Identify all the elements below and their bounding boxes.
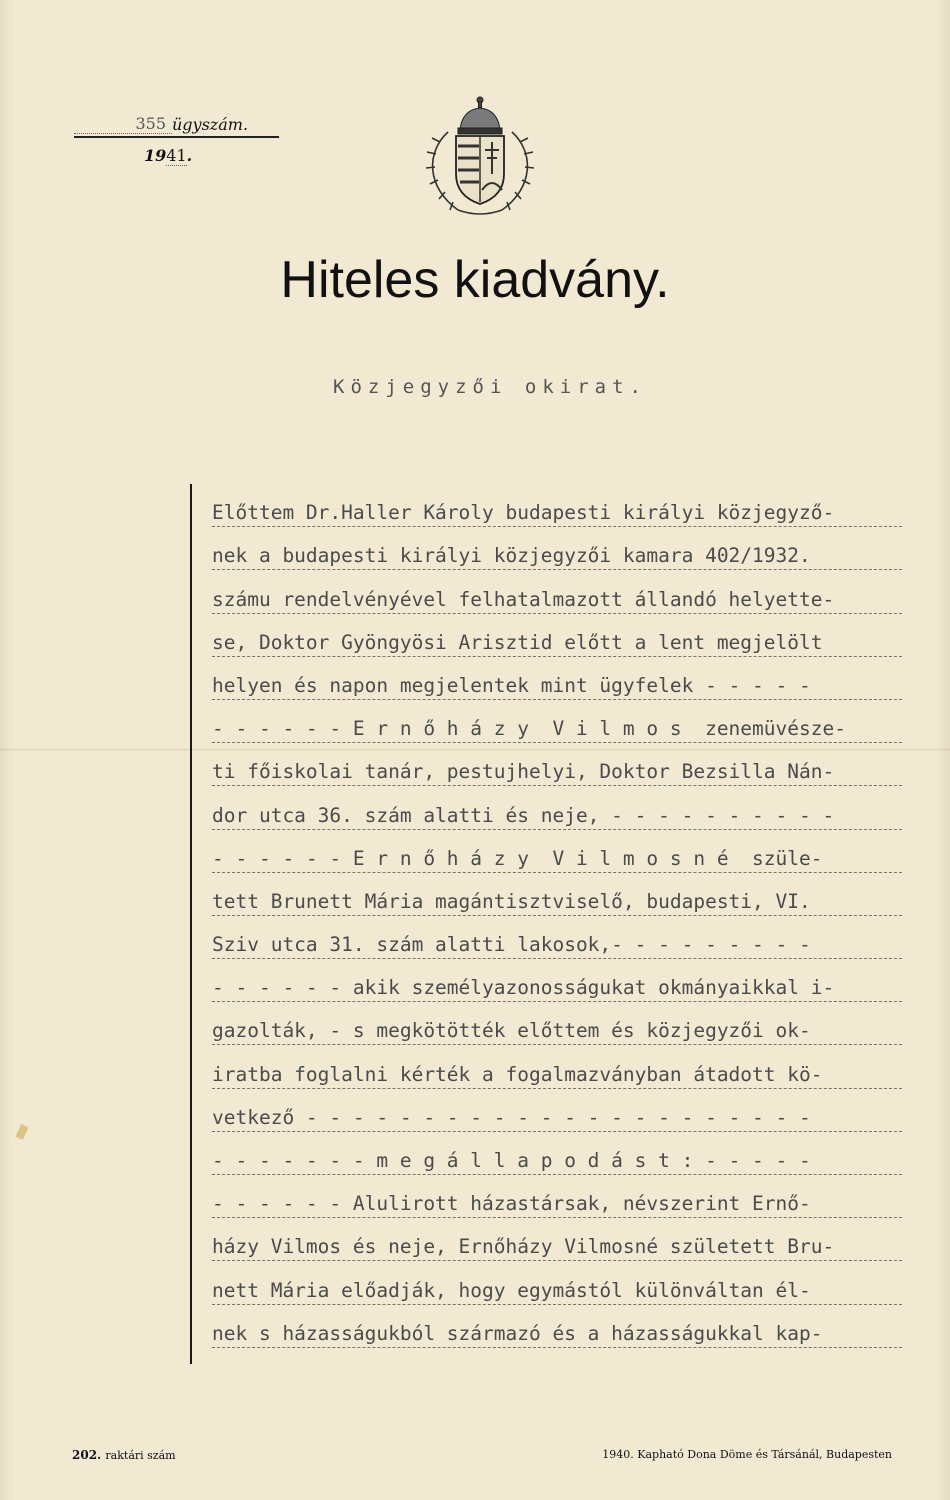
year-prefix: 19 bbox=[144, 146, 167, 165]
text-line: vetkező - - - - - - - - - - - - - - - - - - - - - - bbox=[212, 1089, 902, 1132]
year-suffix: 41 bbox=[166, 146, 187, 165]
year-end-mark: . bbox=[186, 146, 193, 165]
archive-number-value: 202. bbox=[72, 1448, 102, 1462]
text-line: házy Vilmos és neje, Ernőházy Vilmosné született Bru- bbox=[212, 1218, 902, 1261]
document-title: Hiteles kiadvány. bbox=[280, 251, 670, 309]
text-line: nett Mária előadják, hogy egymástól különváltan él- bbox=[212, 1261, 902, 1304]
text-line: Előttem Dr.Haller Károly budapesti királyi közjegyző- bbox=[212, 484, 902, 527]
case-number: 355 bbox=[74, 115, 172, 134]
text-line: nek a budapesti királyi közjegyzői kamara 402/1932. bbox=[212, 527, 902, 570]
case-label: ügyszám. bbox=[172, 115, 249, 134]
archive-number bbox=[72, 1448, 176, 1462]
text-line: - - - - - - E r n ő h á z y V i l m o s n é szüle- bbox=[212, 830, 902, 873]
archive-number-label: raktári szám bbox=[105, 1449, 176, 1462]
text-line: - - - - - - - m e g á l l a p o d á s t : - - - - - bbox=[212, 1132, 902, 1175]
case-number-block bbox=[74, 112, 279, 165]
text-line: iratba foglalni kérték a fogalmazványban átadott kö- bbox=[212, 1045, 902, 1088]
case-year bbox=[74, 146, 279, 165]
text-line: - - - - - - Alulirott házastársak, névszerint Ernő- bbox=[212, 1175, 902, 1218]
text-line: gazolták, - s megkötötték előttem és közjegyzői ok- bbox=[212, 1002, 902, 1045]
text-line: számu rendelvényével felhatalmazott állandó helyette- bbox=[212, 570, 902, 613]
text-line: - - - - - - akik személyazonosságukat okmányaikkal i- bbox=[212, 959, 902, 1002]
case-number-row bbox=[74, 112, 279, 138]
text-line: tett Brunett Mária magántisztviselő, budapesti, VI. bbox=[212, 873, 902, 916]
paper-stain bbox=[15, 1124, 28, 1140]
text-line: dor utca 36. szám alatti és neje, - - - - - - - - - - bbox=[212, 786, 902, 829]
hungarian-coat-of-arms-icon bbox=[418, 92, 542, 220]
text-line: - - - - - - E r n ő h á z y V i l m o s zenemüvésze- bbox=[212, 700, 902, 743]
document-subtitle: Közjegyzői okirat. bbox=[333, 376, 647, 398]
text-line: se, Doktor Gyöngyösi Arisztid előtt a lent megjelölt bbox=[212, 614, 902, 657]
printer-imprint: 1940. Kapható Dona Döme és Társánál, Budapesten bbox=[602, 1448, 892, 1461]
text-line: helyen és napon megjelentek mint ügyfelek - - - - - bbox=[212, 657, 902, 700]
text-line: nek s házasságukból származó és a házasságukkal kap- bbox=[212, 1305, 902, 1348]
notarial-text bbox=[212, 484, 902, 1348]
text-line: Sziv utca 31. szám alatti lakosok,- - - - - - - - - bbox=[212, 916, 902, 959]
text-line: ti főiskolai tanár, pestujhelyi, Doktor Bezsilla Nán- bbox=[212, 743, 902, 786]
left-margin-rule bbox=[190, 484, 192, 1364]
